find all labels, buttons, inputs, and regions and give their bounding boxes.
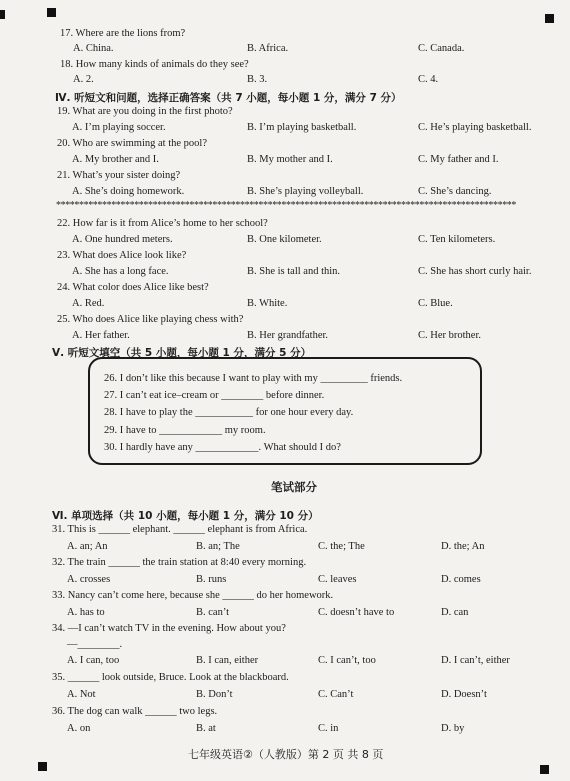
question-27: 27. I can’t eat ice–cream or ________ before dinner.: [104, 390, 325, 401]
question-19-option-b: B. I’m playing basketball.: [247, 122, 357, 133]
question-30: 30. I hardly have any ____________. What should I do?: [104, 442, 341, 453]
question-24-option-a: A. Red.: [72, 298, 105, 309]
question-35-option-a: A. Not: [67, 689, 96, 700]
question-31-option-b: B. an; The: [196, 541, 240, 552]
registration-mark-top-left: [47, 8, 56, 17]
question-36-option-a: A. on: [67, 723, 91, 734]
question-23-option-a: A. She has a long face.: [72, 266, 169, 277]
question-20-option-a: A. My brother and I.: [72, 154, 159, 165]
question-21-option-a: A. She’s doing homework.: [72, 186, 185, 197]
question-20-stem: 20. Who are swimming at the pool?: [57, 138, 207, 149]
question-36-option-c: C. in: [318, 723, 339, 734]
question-24-option-c: C. Blue.: [418, 298, 453, 309]
question-25-stem: 25. Who does Alice like playing chess with?: [57, 314, 244, 325]
question-34-option-b: B. I can, either: [196, 655, 259, 666]
question-25-option-a: A. Her father.: [72, 330, 130, 341]
question-20-option-c: C. My father and I.: [418, 154, 499, 165]
registration-mark-top-right: [545, 14, 554, 23]
question-25-option-c: C. Her brother.: [418, 330, 481, 341]
question-22-option-a: A. One hundred meters.: [72, 234, 173, 245]
question-36-option-b: B. at: [196, 723, 216, 734]
registration-mark-bottom-right: [540, 765, 549, 774]
question-23-stem: 23. What does Alice look like?: [57, 250, 187, 261]
question-31-stem: 31. This is ______ elephant. ______ elephant is from Africa.: [52, 524, 308, 535]
question-19-stem: 19. What are you doing in the first photo?: [57, 106, 233, 117]
question-20-option-b: B. My mother and I.: [247, 154, 333, 165]
question-29: 29. I have to ____________ my room.: [104, 425, 266, 436]
question-17-stem: 17. Where are the lions from?: [60, 28, 186, 39]
question-19-option-c: C. He’s playing basketball.: [418, 122, 532, 133]
question-21-stem: 21. What’s your sister doing?: [57, 170, 181, 181]
question-34-option-c: C. I can’t, too: [318, 655, 376, 666]
question-25-option-b: B. Her grandfather.: [247, 330, 329, 341]
page-footer: 七年级英语②（人教版）第 2 页 共 8 页: [188, 748, 384, 761]
question-35-option-d: D. Doesn’t: [441, 689, 487, 700]
question-26: 26. I don’t like this because I want to play with my _________ friends.: [104, 373, 403, 384]
registration-mark-bottom-left: [38, 762, 47, 771]
question-31-option-a: A. an; An: [67, 541, 108, 552]
question-23-option-c: C. She has short curly hair.: [418, 266, 532, 277]
question-24-option-b: B. White.: [247, 298, 288, 309]
question-33-option-d: D. can: [441, 607, 469, 618]
question-28: 28. I have to play the ___________ for one hour every day.: [104, 407, 354, 418]
question-19-option-a: A. I’m playing soccer.: [72, 122, 166, 133]
question-36-option-d: D. by: [441, 723, 465, 734]
question-32-option-a: A. crosses: [67, 574, 111, 585]
question-33-stem: 33. Nancy can’t come here, because she ______ do her homework.: [52, 590, 334, 601]
question-31-option-d: D. the; An: [441, 541, 485, 552]
question-32-option-c: C. leaves: [318, 574, 357, 585]
section-4-heading: Ⅳ. 听短文和问题，选择正确答案（共 7 小题，每小题 1 分，满分 7 分）: [55, 92, 402, 104]
question-35-option-b: B. Don’t: [196, 689, 233, 700]
question-17-option-b: B. Africa.: [247, 43, 289, 54]
edge-mark-left: [0, 10, 5, 19]
asterisk-separator: ****************************************************************************************************: [56, 200, 517, 211]
question-22-option-b: B. One kilometer.: [247, 234, 322, 245]
question-34-option-a: A. I can, too: [67, 655, 120, 666]
question-18-stem: 18. How many kinds of animals do they see?: [60, 59, 249, 70]
section-5-heading: Ⅴ. 听短文填空（共 5 小题，每小题 1 分，满分 5 分）: [52, 347, 312, 359]
question-18-option-c: C. 4.: [418, 74, 439, 85]
question-35-option-c: C. Can’t: [318, 689, 354, 700]
section-6-heading: Ⅵ. 单项选择（共 10 小题，每小题 1 分，满分 10 分）: [52, 510, 319, 522]
question-17-option-c: C. Canada.: [418, 43, 465, 54]
question-32-option-d: D. comes: [441, 574, 481, 585]
question-21-option-c: C. She’s dancing.: [418, 186, 492, 197]
question-33-option-c: C. doesn’t have to: [318, 607, 395, 618]
question-23-option-b: B. She is tall and thin.: [247, 266, 341, 277]
question-34-answer-blank: —________.: [67, 639, 123, 650]
question-22-option-c: C. Ten kilometers.: [418, 234, 496, 245]
question-17-option-a: A. China.: [73, 43, 114, 54]
question-21-option-b: B. She’s playing volleyball.: [247, 186, 364, 197]
question-34-option-d: D. I can’t, either: [441, 655, 510, 666]
question-32-option-b: B. runs: [196, 574, 227, 585]
question-18-option-a: A. 2.: [73, 74, 94, 85]
question-33-option-a: A. has to: [67, 607, 105, 618]
question-33-option-b: B. can’t: [196, 607, 230, 618]
written-part-title: 笔试部分: [271, 480, 317, 494]
question-32-stem: 32. The train ______ the train station at 8:40 every morning.: [52, 557, 307, 568]
question-34-stem: 34. —I can’t watch TV in the evening. How about you?: [52, 623, 286, 634]
question-35-stem: 35. ______ look outside, Bruce. Look at the blackboard.: [52, 672, 289, 683]
question-31-option-c: C. the; The: [318, 541, 365, 552]
question-36-stem: 36. The dog can walk ______ two legs.: [52, 706, 218, 717]
question-24-stem: 24. What color does Alice like best?: [57, 282, 209, 293]
question-22-stem: 22. How far is it from Alice’s home to her school?: [57, 218, 268, 229]
question-18-option-b: B. 3.: [247, 74, 268, 85]
